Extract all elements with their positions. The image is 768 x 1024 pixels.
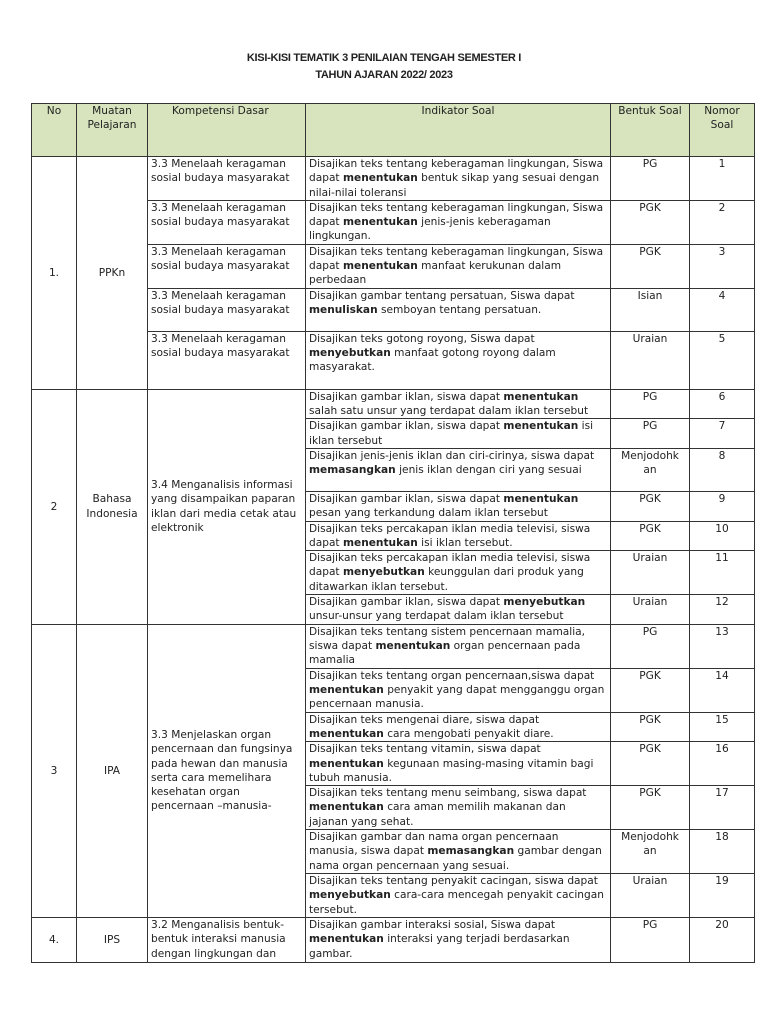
indikator-soal: Disajikan teks tentang penyakit cacingan, siswa dapat menyebutkan cara-cara mencegah penyakit cacingan tersebut. (306, 874, 611, 918)
indikator-keyword: menentukan (309, 727, 384, 740)
indikator-soal: Disajikan teks gotong royong, Siswa dapat menyebutkan manfaat gotong royong dalam masyarakat. (306, 331, 611, 389)
table-row (32, 389, 755, 419)
bentuk-soal: PGK (611, 521, 690, 551)
indikator-keyword: menentukan (342, 536, 418, 549)
kompetensi-dasar: 3.3 Menelaah keragaman sosial budaya masyarakat (148, 157, 306, 201)
header-nomor: Nomor Soal (690, 104, 755, 157)
kompetensi-dasar: 3.3 Menjelaskan organ pencernaan dan fungsinya pada hewan dan manusia serta cara memelihara kesehatan organ pencernaan –manusia- (148, 624, 306, 917)
document-title: KISI-KISI TEMATIK 3 PENILAIAN TENGAH SEMESTER I (246, 52, 522, 64)
academic-year: TAHUN AJARAN 2022/ 2023 (315, 69, 453, 81)
nomor-soal: 10 (690, 521, 755, 551)
indikator-soal: Disajikan gambar iklan, siswa dapat menentukan isi iklan tersebut (306, 419, 611, 449)
nomor-soal: 8 (690, 448, 755, 491)
kompetensi-dasar: 3.2 Menganalisis bentuk-bentuk interaksi manusia dengan lingkungan dan (148, 917, 306, 962)
indikator-soal: Disajikan gambar iklan, siswa dapat menyebutkan unsur-unsur yang terdapat dalam iklan tersebut (306, 595, 611, 625)
indikator-keyword: memasangkan (427, 845, 515, 858)
bentuk-soal: PGK (611, 491, 690, 521)
indikator-keyword: menentukan (375, 640, 451, 653)
header-row (32, 104, 755, 157)
nomor-soal: 3 (690, 244, 755, 288)
kompetensi-dasar: 3.3 Menelaah keragaman sosial budaya masyarakat (148, 288, 306, 331)
indikator-keyword: menentukan (309, 757, 384, 770)
bentuk-soal: PGK (611, 786, 690, 830)
nomor-soal: 5 (690, 331, 755, 389)
indikator-soal: Disajikan teks tentang menu seimbang, siswa dapat menentukan cara aman memilih makanan dan jajanan yang sehat. (306, 786, 611, 830)
indikator-soal: Disajikan teks tentang vitamin, siswa dapat menentukan kegunaan masing-masing vitamin bagi tubuh manusia. (306, 742, 611, 786)
indikator-keyword: menentukan (503, 390, 579, 403)
muatan-pelajaran: Bahasa Indonesia (77, 389, 148, 624)
indikator-keyword: menentukan (342, 260, 418, 273)
table-body (32, 157, 755, 963)
bentuk-soal: PGK (611, 742, 690, 786)
bentuk-soal: PG (611, 624, 690, 668)
header-bentuk: Bentuk Soal (611, 104, 690, 157)
bentuk-soal: Uraian (611, 874, 690, 918)
indikator-keyword: menentukan (503, 492, 579, 505)
row-number: 2 (32, 389, 77, 624)
bentuk-soal: Menjodohk an (611, 448, 690, 491)
indikator-keyword: menyebutkan (503, 596, 586, 609)
indikator-soal: Disajikan gambar iklan, siswa dapat menentukan salah satu unsur yang terdapat dalam iklan tersebut (306, 389, 611, 419)
indikator-keyword: menentukan (342, 216, 418, 229)
indikator-soal: Disajikan teks tentang sistem pencernaan mamalia, siswa dapat menentukan organ pencernaan pada mamalia (306, 624, 611, 668)
bentuk-soal: PG (611, 157, 690, 201)
nomor-soal: 12 (690, 595, 755, 625)
nomor-soal: 1 (690, 157, 755, 201)
indikator-keyword: menyebutkan (309, 889, 391, 902)
table-row (32, 157, 755, 201)
indikator-keyword: menentukan (342, 172, 418, 185)
bentuk-soal: PGK (611, 712, 690, 742)
nomor-soal: 2 (690, 200, 755, 244)
bentuk-soal: PG (611, 389, 690, 419)
bentuk-soal: Uraian (611, 331, 690, 389)
header-kompetensi: Kompetensi Dasar (148, 104, 306, 157)
kompetensi-dasar: 3.4 Menganalisis informasi yang disampaikan paparan iklan dari media cetak atau elektronik (148, 389, 306, 624)
bentuk-soal: Uraian (611, 551, 690, 595)
nomor-soal: 4 (690, 288, 755, 331)
indikator-keyword: menuliskan (309, 304, 378, 317)
table-row (32, 624, 755, 668)
indikator-soal: Disajikan teks tentang keberagaman lingkungan, Siswa dapat menentukan jenis-jenis keberagaman lingkungan. (306, 200, 611, 244)
indikator-soal: Disajikan jenis-jenis iklan dan ciri-cirinya, siswa dapat memasangkan jenis iklan dengan ciri yang sesuai (306, 448, 611, 491)
nomor-soal: 11 (690, 551, 755, 595)
bentuk-soal: PGK (611, 244, 690, 288)
header-muatan: Muatan Pelajaran (77, 104, 148, 157)
indikator-keyword: menentukan (503, 420, 579, 433)
kisi-kisi-table (31, 103, 755, 963)
indikator-soal: Disajikan gambar interaksi sosial, Siswa dapat menentukan interaksi yang terjadi berdasarkan gambar. (306, 917, 611, 962)
muatan-pelajaran: IPA (77, 624, 148, 917)
row-number: 3 (32, 624, 77, 917)
nomor-soal: 15 (690, 712, 755, 742)
indikator-soal: Disajikan teks percakapan iklan media televisi, siswa dapat menentukan isi iklan tersebut. (306, 521, 611, 551)
bentuk-soal: PGK (611, 200, 690, 244)
nomor-soal: 19 (690, 874, 755, 918)
indikator-soal: Disajikan gambar tentang persatuan, Siswa dapat menuliskan semboyan tentang persatuan. (306, 288, 611, 331)
indikator-keyword: menentukan (309, 801, 384, 814)
row-number: 4. (32, 917, 77, 962)
row-number: 1. (32, 157, 77, 390)
indikator-soal: Disajikan gambar dan nama organ pencernaan manusia, siswa dapat memasangkan gambar dengan nama organ pencernaan yang sesuai. (306, 830, 611, 874)
indikator-keyword: menyebutkan (342, 566, 425, 579)
indikator-soal: Disajikan teks percakapan iklan media televisi, siswa dapat menyebutkan keunggulan dari produk yang ditawarkan iklan tersebut. (306, 551, 611, 595)
nomor-soal: 14 (690, 668, 755, 712)
nomor-soal: 18 (690, 830, 755, 874)
kompetensi-dasar: 3.3 Menelaah keragaman sosial budaya masyarakat (148, 244, 306, 288)
indikator-keyword: memasangkan (309, 464, 396, 477)
indikator-keyword: menentukan (309, 933, 384, 946)
indikator-soal: Disajikan teks tentang keberagaman lingkungan, Siswa dapat menentukan bentuk sikap yang sesuai dengan nilai-nilai toleransi (306, 157, 611, 201)
indikator-keyword: menyebutkan (309, 347, 391, 360)
bentuk-soal: PG (611, 419, 690, 449)
nomor-soal: 16 (690, 742, 755, 786)
nomor-soal: 20 (690, 917, 755, 962)
indikator-keyword: menentukan (309, 683, 384, 696)
nomor-soal: 7 (690, 419, 755, 449)
bentuk-soal: Isian (611, 288, 690, 331)
indikator-soal: Disajikan gambar iklan, siswa dapat menentukan pesan yang terkandung dalam iklan tersebut (306, 491, 611, 521)
indikator-soal: Disajikan teks tentang keberagaman lingkungan, Siswa dapat menentukan manfaat kerukunan dalam perbedaan (306, 244, 611, 288)
muatan-pelajaran: PPKn (77, 157, 148, 390)
bentuk-soal: PGK (611, 668, 690, 712)
bentuk-soal: Menjodohk an (611, 830, 690, 874)
indikator-soal: Disajikan teks tentang organ pencernaan,siswa dapat menentukan penyakit yang dapat mengganggu organ pencernaan manusia. (306, 668, 611, 712)
kompetensi-dasar: 3.3 Menelaah keragaman sosial budaya masyarakat (148, 200, 306, 244)
nomor-soal: 9 (690, 491, 755, 521)
indikator-soal: Disajikan teks mengenai diare, siswa dapat menentukan cara mengobati penyakit diare. (306, 712, 611, 742)
bentuk-soal: Uraian (611, 595, 690, 625)
nomor-soal: 17 (690, 786, 755, 830)
table-row (32, 917, 755, 962)
bentuk-soal: PG (611, 917, 690, 962)
kompetensi-dasar: 3.3 Menelaah keragaman sosial budaya masyarakat (148, 331, 306, 389)
nomor-soal: 13 (690, 624, 755, 668)
header-indikator: Indikator Soal (306, 104, 611, 157)
nomor-soal: 6 (690, 389, 755, 419)
muatan-pelajaran: IPS (77, 917, 148, 962)
header-no: No (32, 104, 77, 157)
